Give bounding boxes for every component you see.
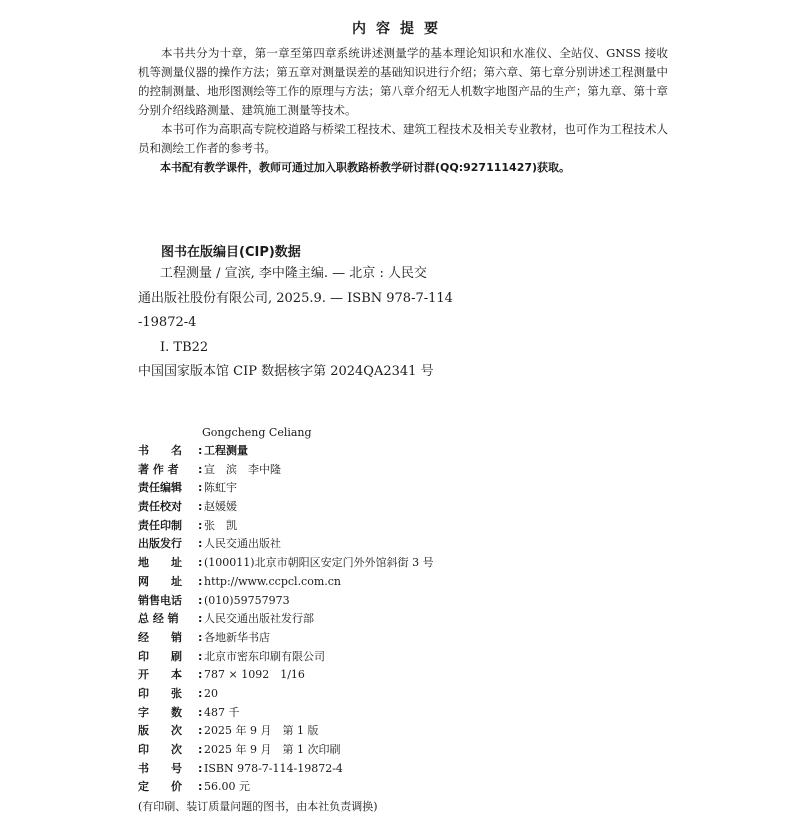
imprint-value: 2025 年 9 月 第 1 次印刷 [204, 743, 341, 756]
imprint-label: 责任校对 [138, 500, 182, 514]
imprint-section [138, 423, 558, 816]
imprint-label: 定 价 [138, 780, 182, 794]
imprint-row [138, 704, 558, 723]
imprint-label: 开 本 [138, 668, 182, 682]
imprint-label: 版 次 [138, 724, 182, 738]
imprint-row [138, 535, 558, 554]
imprint-label: 书 名 [138, 444, 182, 457]
imprint-colon: : [198, 686, 203, 700]
imprint-colon: : [198, 481, 203, 495]
imprint-colon: : [198, 724, 203, 738]
imprint-value: 20 [204, 686, 218, 700]
imprint-label: 书 号 [138, 761, 182, 775]
imprint-value: 各地新华书店 [204, 630, 270, 644]
imprint-value: 张 凯 [204, 518, 237, 532]
imprint-label: 出版发行 [138, 537, 182, 551]
imprint-label: 印 次 [138, 743, 182, 756]
imprint-value: (010)59757973 [204, 593, 290, 607]
imprint-row [138, 573, 558, 592]
imprint-colon: : [198, 743, 203, 756]
imprint-value: 宣 滨 李中隆 [204, 462, 281, 476]
imprint-row [138, 629, 558, 648]
imprint-colon: : [198, 518, 203, 532]
cip-line: -19872-4 [138, 315, 197, 330]
imprint-value: ISBN 978-7-114-19872-4 [204, 761, 343, 775]
imprint-value: 赵媛媛 [204, 500, 237, 514]
imprint-label: 网 址 [138, 574, 182, 588]
imprint-value: 工程测量 [204, 444, 248, 457]
quality-note: (有印刷、装订质量问题的图书，由本社负责调换) [138, 800, 378, 814]
imprint-colon: : [198, 537, 203, 551]
abstract-paragraph: 本书可作为高职高专院校道路与桥梁工程技术、建筑工程技术及相关专业教材，也可作为工程技术人员和测绘工作者的参考书。 [138, 122, 668, 155]
imprint-label: 责任印制 [138, 518, 182, 532]
cip-number: 中国国家版本馆 CIP 数据核字第 2024QA2341 号 [138, 364, 434, 379]
imprint-row [138, 741, 558, 760]
imprint-row [138, 666, 558, 685]
imprint-row [138, 498, 558, 517]
imprint-value: http://www.ccpcl.com.cn [204, 574, 342, 588]
imprint-colon: : [198, 574, 203, 588]
courseware-note: 本书配有教学课件，教师可通过加入职教路桥教学研讨群(QQ:927111427)获取。 [160, 161, 571, 174]
abstract-section [138, 44, 668, 177]
imprint-row [138, 554, 558, 573]
imprint-label: 经 销 [138, 630, 182, 644]
imprint-row [138, 610, 558, 629]
imprint-colon: : [198, 444, 203, 457]
imprint-colon: : [198, 630, 203, 644]
imprint-colon: : [198, 556, 203, 570]
cip-line: 工程测量 / 宣滨, 李中隆主编. — 北京 : 人民交 [160, 266, 427, 281]
imprint-colon: : [198, 462, 203, 476]
imprint-colon: : [198, 612, 203, 626]
cip-title: 图书在版编目(CIP)数据 [161, 245, 301, 260]
imprint-row [138, 722, 558, 741]
imprint-value: 787 × 1092 1/16 [204, 668, 305, 682]
imprint-colon: : [198, 780, 203, 794]
imprint-rows [138, 442, 558, 797]
imprint-row [138, 442, 558, 461]
imprint-label: 印 刷 [138, 649, 182, 663]
imprint-value: (100011)北京市朝阳区安定门外外馆斜街 3 号 [204, 556, 434, 570]
imprint-colon: : [198, 705, 203, 719]
imprint-row [138, 648, 558, 667]
imprint-label: 责任编辑 [138, 481, 182, 495]
imprint-colon: : [198, 668, 203, 682]
imprint-value: 陈虹宇 [204, 481, 237, 495]
imprint-value: 北京市密东印刷有限公司 [204, 649, 325, 663]
cip-block [138, 262, 458, 385]
imprint-label: 销售电话 [138, 593, 182, 607]
cip-line: 通出版社股份有限公司, 2025.9. — ISBN 978-7-114 [138, 290, 453, 306]
abstract-title: 内容提要 [352, 21, 448, 37]
imprint-value: 人民交通出版社 [204, 537, 281, 551]
imprint-value: 人民交通出版社发行部 [204, 612, 314, 626]
imprint-colon: : [198, 649, 203, 663]
imprint-row [138, 760, 558, 779]
imprint-colon: : [198, 761, 203, 775]
imprint-label: 著 作 者 [138, 462, 179, 476]
imprint-row [138, 479, 558, 498]
imprint-label: 印 张 [138, 686, 182, 700]
imprint-colon: : [198, 500, 203, 514]
imprint-row [138, 592, 558, 611]
imprint-row [138, 685, 558, 704]
imprint-row [138, 517, 558, 536]
imprint-label: 地 址 [138, 556, 182, 570]
imprint-colon: : [198, 593, 203, 607]
imprint-value: 487 千 [204, 705, 240, 719]
romanized-title: Gongcheng Celiang [202, 426, 312, 439]
abstract-paragraph: 本书共分为十章，第一章至第四章系统讲述测量学的基本理论知识和水准仪、全站仪、GNSS 接收机等测量仪器的操作方法；第五章对测量误差的基础知识进行介绍；第六章、第七章分别讲述工程测量中的控制测量、地形图测绘等工作的原理与方法；第八章介绍无人机数字地图产品的生产；第九章、第十章分别介绍线路测量、建筑施工测量等技术。 [138, 46, 668, 117]
imprint-value: 2025 年 9 月 第 1 版 [204, 724, 319, 738]
imprint-label: 字 数 [138, 705, 182, 719]
imprint-row [138, 461, 558, 480]
imprint-row [138, 778, 558, 797]
imprint-value: 56.00 元 [204, 780, 250, 794]
imprint-label: 总 经 销 [138, 612, 179, 626]
cip-line: Ⅰ. TB22 [160, 339, 209, 355]
